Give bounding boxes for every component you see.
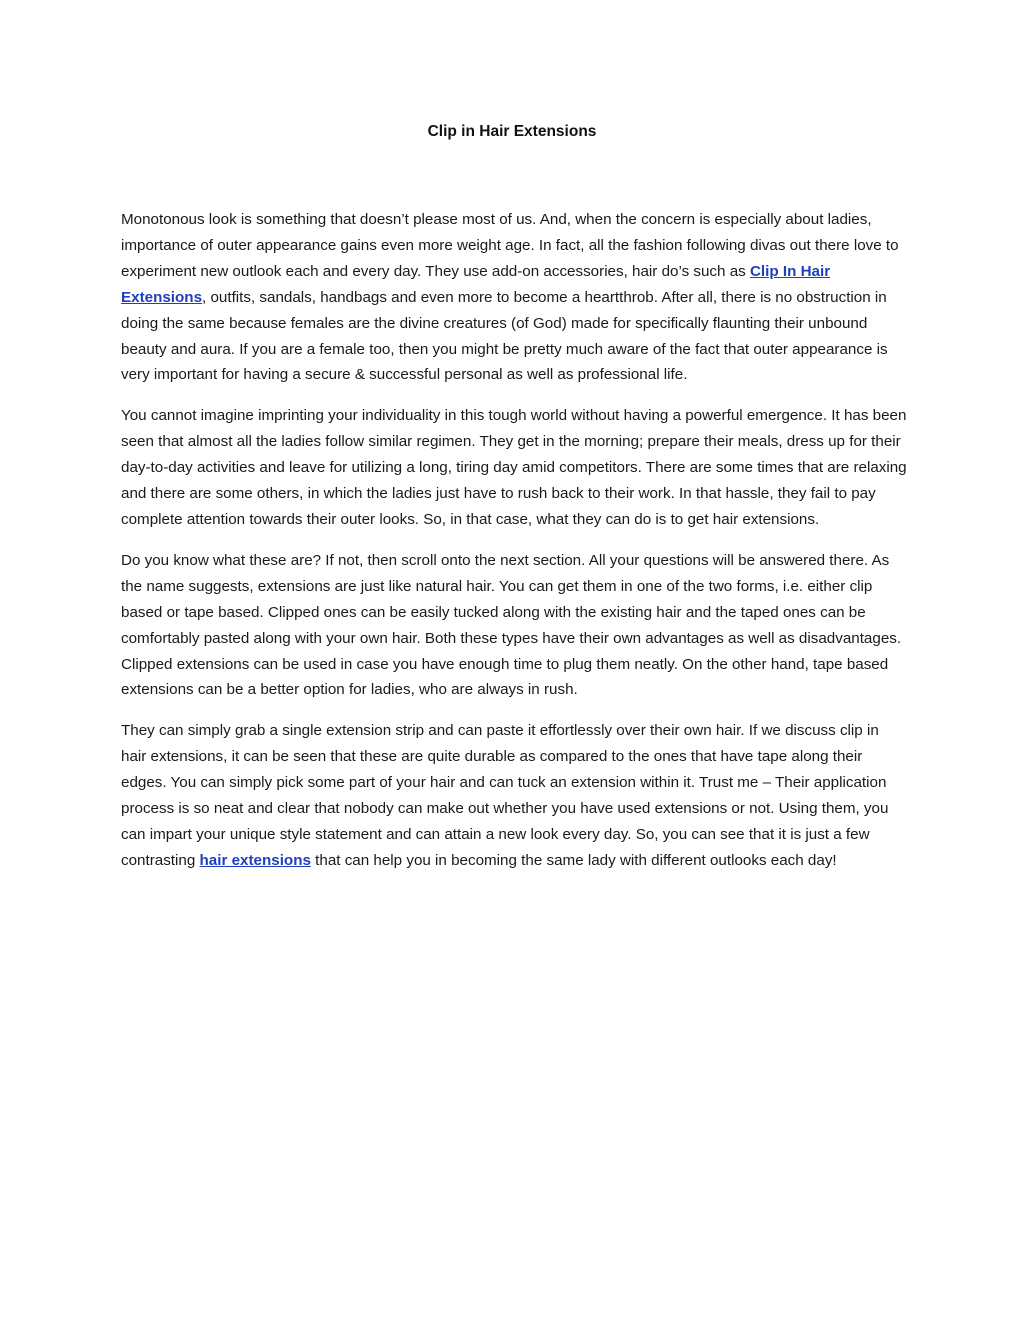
- paragraph-3: Do you know what these are? If not, then scroll onto the next section. All your questions will be answered there. As the name suggests, extensions are just like natural hair. You can get them in one of the two forms, i.e. either clip based or tape based. Clipped ones can be easily tucked along with the existing hair and the taped ones can be comfortably pasted along with your own hair. Both these types have their own advantages as well as disadvantages. Clipped extensions can be used in case you have enough time to plug them neatly. On the other hand, tape based extensions can be a better option for ladies, who are always in rush.: [121, 551, 902, 699]
- paragraph-4-text-before: They can simply grab a single extension strip and can paste it effortlessly over their own hair. If we discuss clip in hair extensions, it can be seen that these are quite durable as compared to the ones that have tape along their edges. You can simply pick some part of your hair and can tuck an extension within it. Trust me – Their application process is so neat and clear that nobody can make out whether you have used extensions or not. Using them, you can impart your unique style statement and can attain a new look every day. So, you can see that it is just a few contrasting: [121, 722, 889, 869]
- paragraph-4-text-after: that can help you in becoming the same lady with different outlooks each day!: [310, 851, 837, 869]
- document-title: Clip in Hair Extensions: [427, 123, 597, 140]
- paragraph-1-text-after: , outfits, sandals, handbags and even more to become a heartthrob. After all, there is no obstruction in doing the same because females are the divine creatures (of God) made for specifically flaunting their unbound beauty and aura. If you are a female too, then you might be pretty much aware of the fact that outer appearance is very important for having a secure & successful personal as well as professional life.: [121, 288, 888, 384]
- paragraph-1-text-before: Monotonous look is something that doesn’t please most of us. And, when the concern is especially about ladies, importance of outer appearance gains even more weight age. In fact, all the fashion following divas out there love to experiment new outlook each and every day. They use add-on accessories, hair do’s such as: [121, 211, 899, 280]
- paragraph-2: You cannot imagine imprinting your individuality in this tough world without having a powerful emergence. It has been seen that almost all the ladies follow similar regimen. They get in the morning; prepare their meals, dress up for their day-to-day activities and leave for utilizing a long, tiring day amid competitors. There are some times that are relaxing and there are some others, in which the ladies just have to rush back to their work. In that hassle, they fail to pay complete attention towards their outer looks. So, in that case, what they can do is to get hair extensions.: [121, 407, 907, 528]
- clip-in-hair-extensions-link[interactable]: Clip In Hair Extensions: [121, 262, 831, 306]
- paragraph-4: [121, 718, 907, 873]
- document-body: [121, 207, 907, 889]
- paragraph-1: [121, 207, 907, 388]
- hair-extensions-link[interactable]: hair extensions: [199, 851, 311, 869]
